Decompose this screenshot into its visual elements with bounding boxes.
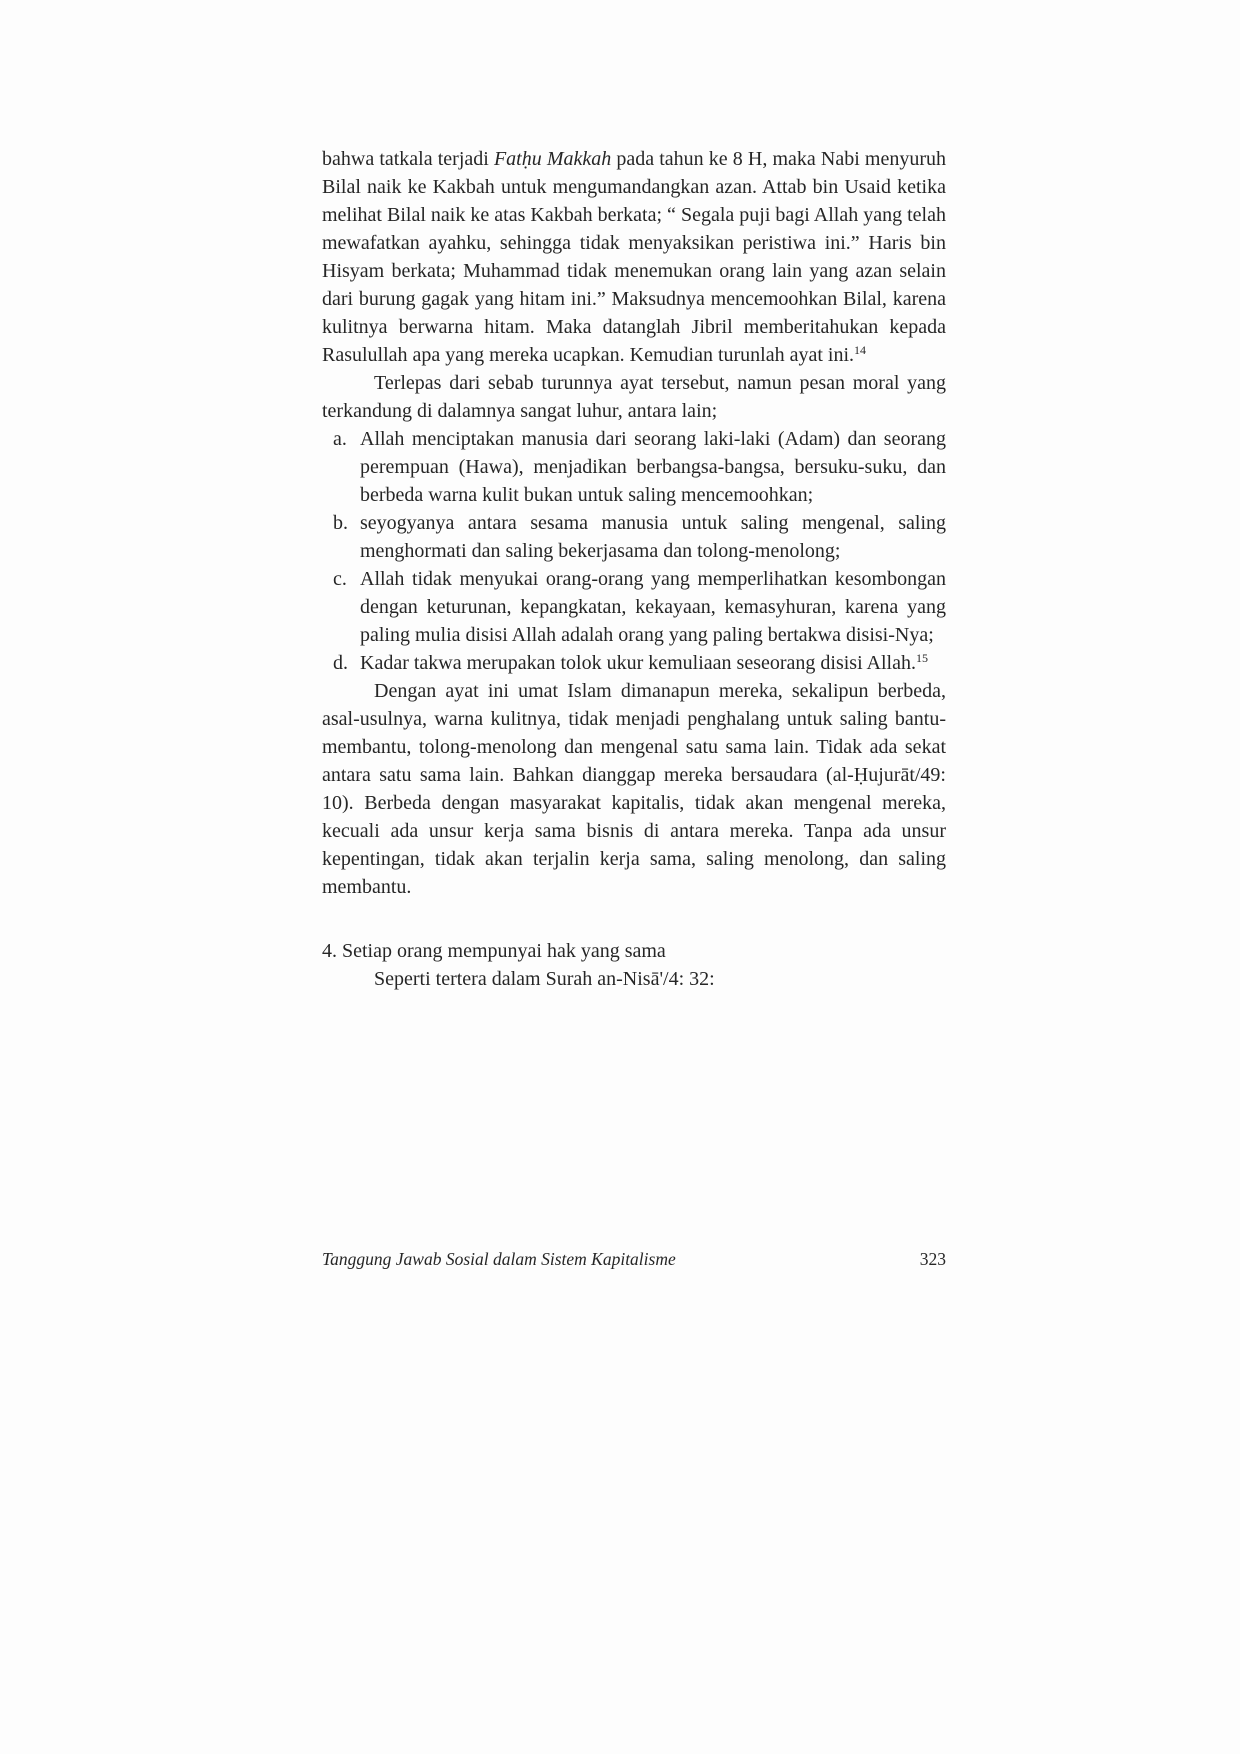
body-column xyxy=(322,145,946,993)
list-item-b-text: seyogyanya antara sesama manusia untuk saling mengenal, saling menghormati dan saling bekerjasama dan tolong-menolong; xyxy=(360,512,946,562)
list-item-d xyxy=(322,649,946,677)
list-item-b-marker: b. xyxy=(333,512,348,534)
section-4-intro: Seperti tertera dalam Surah an-Nisā'/4: 32: xyxy=(374,968,715,990)
paragraph-opening-text-end: pada tahun ke 8 H, maka Nabi menyuruh Bilal naik ke Kakbah untuk mengumandangkan azan. Attab bin Usaid ketika melihat Bilal naik ke atas Kakbah berkata; “ Segala puji bagi Allah yang telah mewafatkan ayahku, sehingga tidak menyaksikan peristiwa ini.” Haris bin Hisyam berkata; Muhammad tidak menemukan orang lain yang azan selain dari burung gagak yang hitam ini.” Maksudnya mencemoohkan Bilal, karena kulitnya berwarna hitam. Maka datanglah Jibril memberitahukan kepada Rasulullah apa yang mereka ucapkan. Kemudian turunlah ayat ini. xyxy=(322,148,946,366)
paragraph-terlepas: Terlepas dari sebab turunnya ayat tersebut, namun pesan moral yang terkandung di dalamnya sangat luhur, antara lain; xyxy=(322,372,946,422)
list-item-c-marker: c. xyxy=(333,568,347,590)
list-item-b xyxy=(322,509,946,565)
list-item-c xyxy=(322,565,946,649)
section-4 xyxy=(322,937,946,993)
fathu-makkah-italic: Fatḥu Makkah xyxy=(493,148,612,170)
footnote-ref-14: 14 xyxy=(854,343,867,357)
page-footer xyxy=(322,1247,946,1271)
list-item-c-text: Allah tidak menyukai orang-orang yang memperlihatkan kesombongan dengan keturunan, kepangkatan, kekayaan, kemasyhuran, karena yang paling mulia disisi Allah adalah orang yang paling bertakwa disisi-Nya; xyxy=(360,568,946,646)
page-number: 323 xyxy=(919,1249,946,1269)
list-item-d-marker: d. xyxy=(333,652,348,674)
paragraph-opening xyxy=(322,145,946,369)
paragraph-opening-text-start: bahwa tatkala terjadi xyxy=(322,148,494,170)
running-title: Tanggung Jawab Sosial dalam Sistem Kapitalisme xyxy=(322,1249,676,1269)
section-4-heading: 4. Setiap orang mempunyai hak yang sama xyxy=(322,940,666,962)
footnote-ref-15: 15 xyxy=(915,651,928,665)
list-item-a-text: Allah menciptakan manusia dari seorang laki-laki (Adam) dan seorang perempuan (Hawa), menjadikan berbangsa-bangsa, bersuku-suku, dan berbeda warna kulit bukan untuk saling mencemoohkan; xyxy=(360,428,946,506)
moral-points-list xyxy=(322,425,946,677)
list-item-d-text: Kadar takwa merupakan tolok ukur kemuliaan seseorang disisi Allah. xyxy=(360,652,916,674)
list-item-a-marker: a. xyxy=(333,428,347,450)
paragraph-dengan: Dengan ayat ini umat Islam dimanapun mereka, sekalipun berbeda, asal-usulnya, warna kulitnya, tidak menjadi penghalang untuk saling bantu-membantu, tolong-menolong dan mengenal satu sama lain. Tidak ada sekat antara satu sama lain. Bahkan dianggap mereka bersaudara (al-Ḥujurāt/49: 10). Berbeda dengan masyarakat kapitalis, tidak akan mengenal mereka, kecuali ada unsur kerja sama bisnis di antara mereka. Tanpa ada unsur kepentingan, tidak akan terjalin kerja sama, saling menolong, dan saling membantu. xyxy=(322,680,946,898)
list-item-a xyxy=(322,425,946,509)
